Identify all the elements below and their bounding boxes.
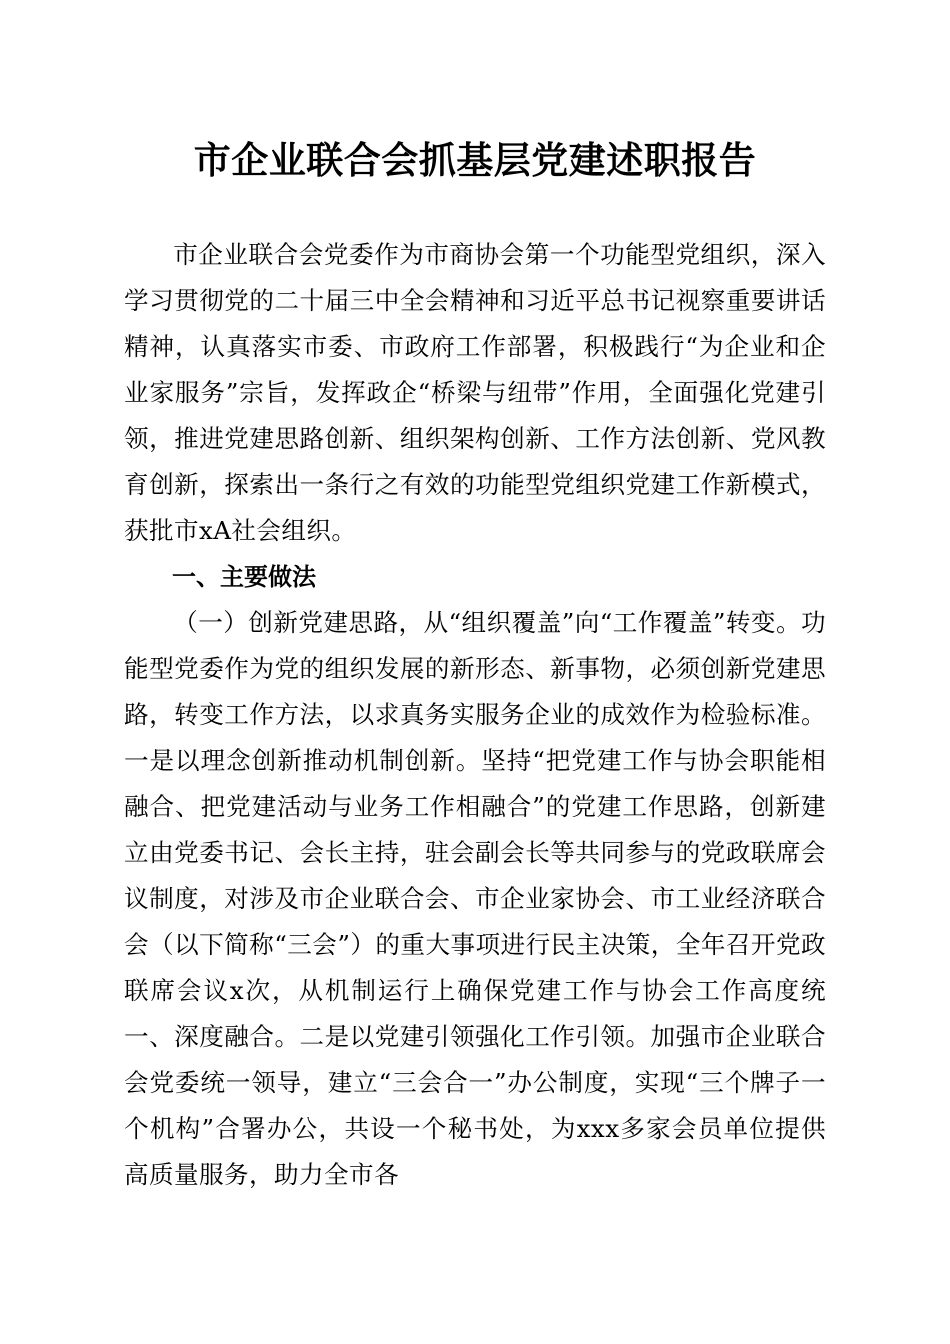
document-body [124,232,826,1198]
subsection-body: 功能型党委作为党的组织发展的新形态、新事物，必须创新党建思路，转变工作方法，以求真务实服务企业的成效作为检验标准。一是以理念创新推动机制创新。坚持“把党建工作与协会职能相融合、把党建活动与业务工作相融合”的党建工作思路，创新建立由党委书记、会长主持，驻会副会长等共同参与的党政联席会议制度，对涉及市企业联合会、市企业家协会、市工业经济联合会（以下简称“三会”）的重大事项进行民主决策，全年召开党政联席会议x次，从机制运行上确保党建工作与协会工作高度统一、深度融合。二是以党建引领强化工作引领。加强市企业联合会党委统一领导，建立“三会合一”办公制度，实现“三个牌子一个机构”合署办公，共设一个秘书处，为xxx多家会员单位提供高质量服务，助力全市各 [124,608,826,1189]
subsection-paragraph [124,600,826,1198]
document-title: 市企业联合会抓基层党建述职报告 [193,138,757,182]
subsection-heading: （一）创新党建思路，从“组织覆盖”向“工作覆盖”转变。 [173,608,801,637]
intro-paragraph: 市企业联合会党委作为市商协会第一个功能型党组织，深入学习贯彻党的二十届三中全会精神和习近平总书记视察重要讲话精神，认真落实市委、市政府工作部署，积极践行“为企业和企业家服务”宗旨，发挥政企“桥梁与纽带”作用，全面强化党建引领，推进党建思路创新、组织架构创新、工作方法创新、党风教育创新，探索出一条行之有效的功能型党组织党建工作新模式，获批市xA社会组织。 [124,240,826,545]
section-heading-main-practices: 一、主要做法 [172,563,316,591]
